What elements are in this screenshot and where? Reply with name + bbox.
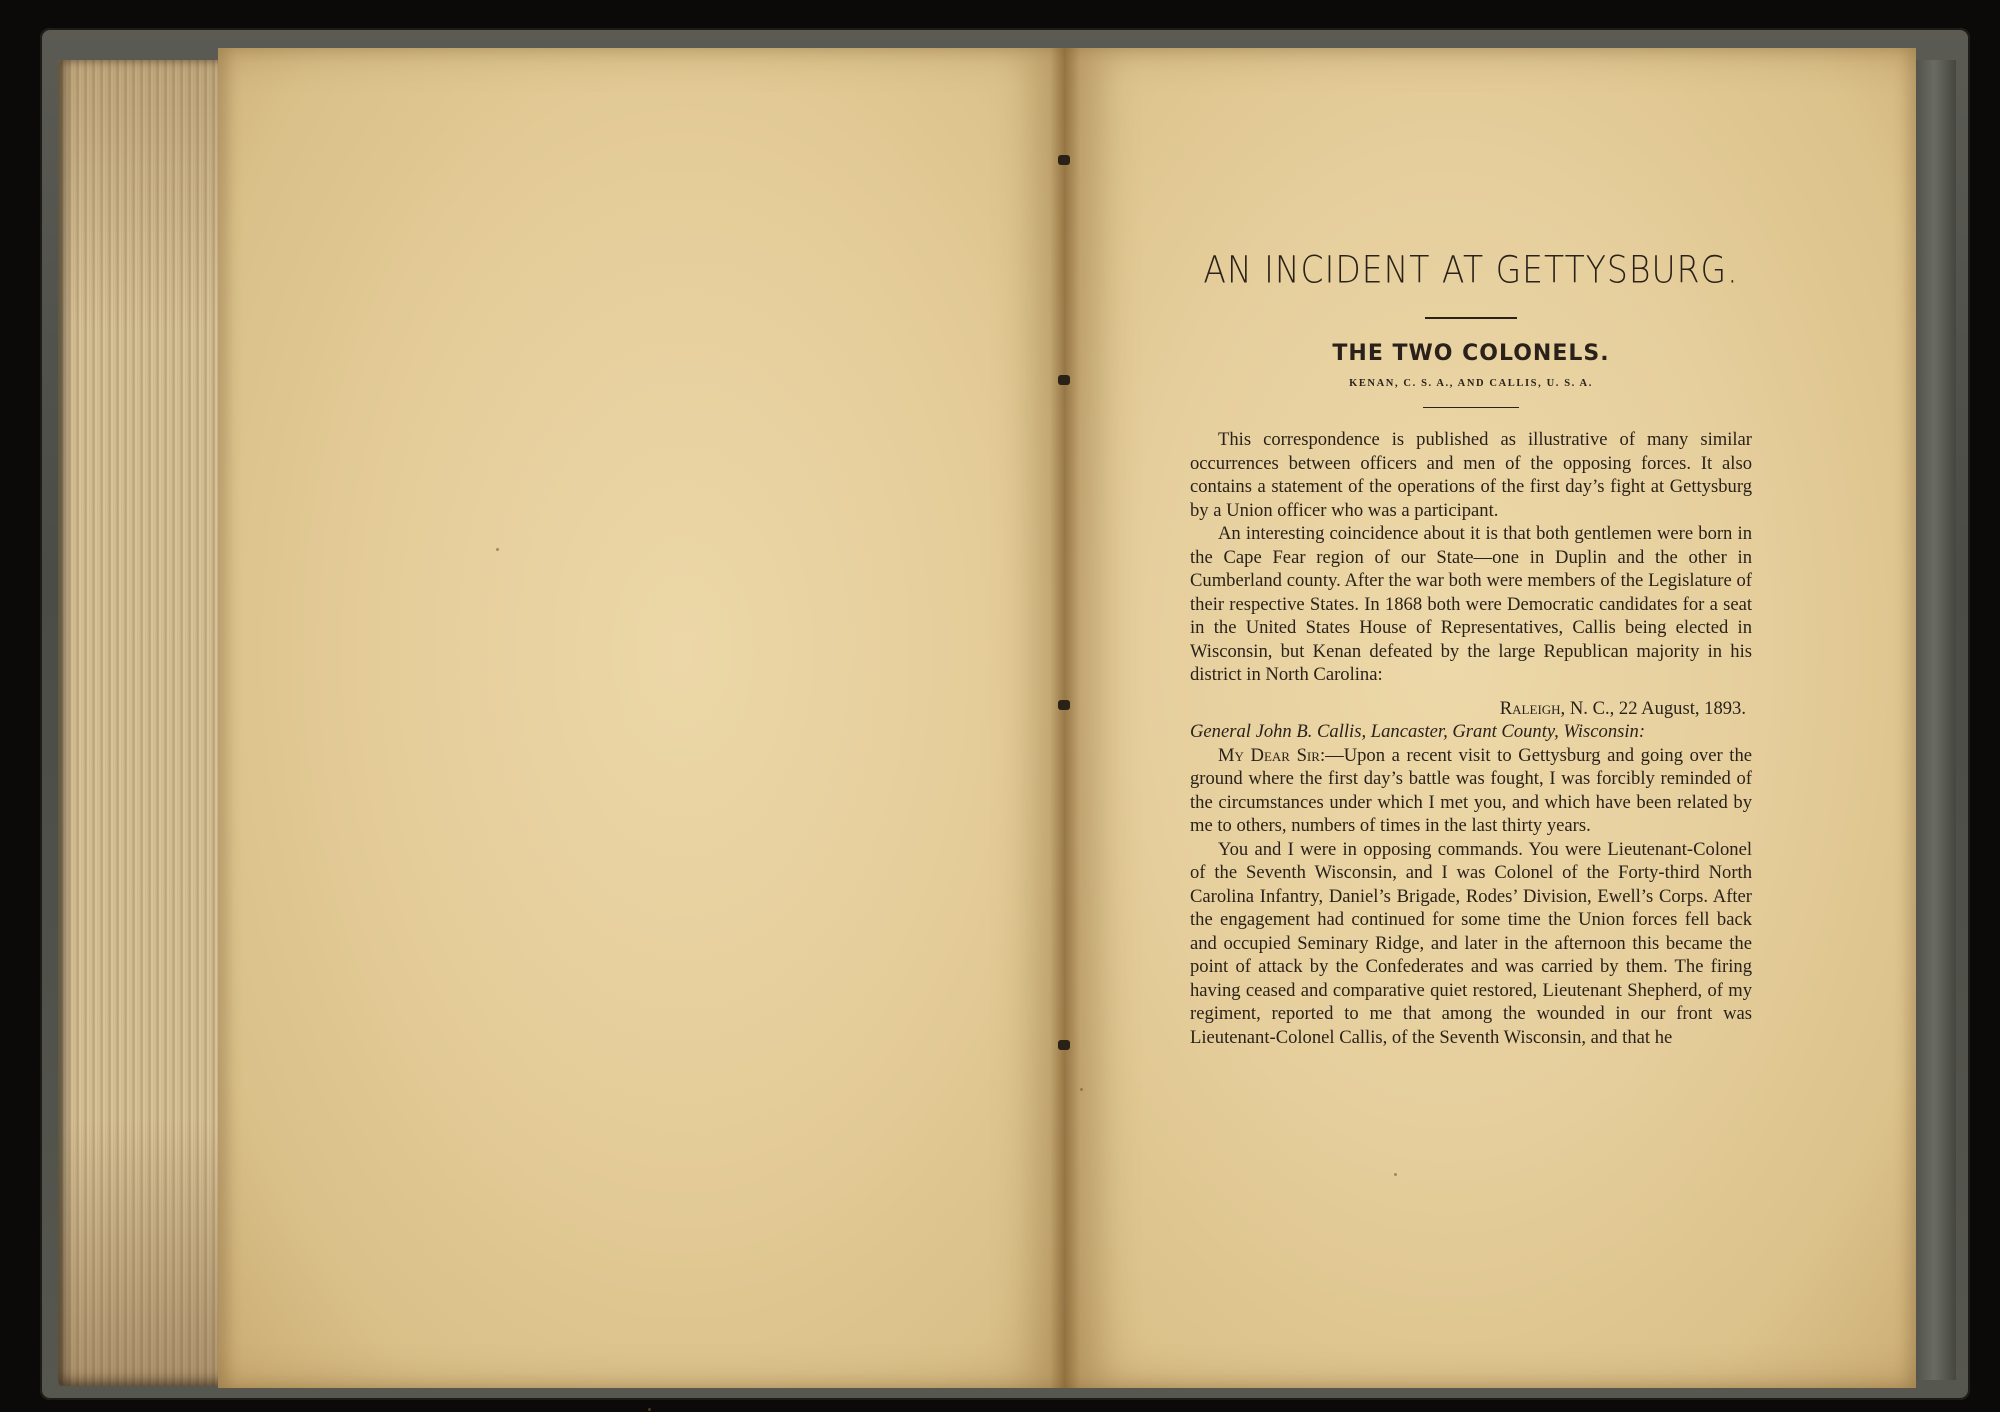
cover-edge bbox=[1912, 60, 1956, 1380]
left-page-blank bbox=[218, 48, 1064, 1388]
letter-paragraph bbox=[1190, 744, 1752, 838]
binding-thread bbox=[1058, 1040, 1070, 1050]
binding-thread bbox=[1058, 700, 1070, 710]
article-subtitle: THE TWO COLONELS. bbox=[1332, 340, 1610, 366]
letter-greeting: My Dear Sir bbox=[1218, 744, 1320, 766]
letter-addressee: General John B. Callis, Lancaster, Grant County, Wisconsin: bbox=[1190, 721, 1646, 742]
dateline-place: Raleigh, bbox=[1499, 697, 1566, 719]
article-title: AN INCIDENT AT GETTYSBURG. bbox=[1203, 247, 1739, 292]
dateline-date: N. C., 22 August, 1893. bbox=[1565, 697, 1746, 719]
letter-paragraph: You and I were in opposing commands. You were Lieutenant-Colonel of the Seventh Wisconsin, and I was Colonel of the Forty-third North Carolina Infantry, Daniel’s Brigade, Rodes’ Division, Ewell’s Corps. After the engagement had continued for some time the Union forces fell back and occupied Seminary Ridge, and later in the afternoon this became the point of attack by the Confederates and was carried by them. The firing having ceased and comparative quiet restored, Lieutenant Shepherd, of my regiment, reported to me that among the wounded in our front was Lieutenant-Colonel Callis, of the Seventh Wisconsin, and that he bbox=[1190, 838, 1752, 1048]
binding-thread bbox=[1058, 155, 1070, 165]
book-gutter bbox=[1050, 48, 1080, 1388]
intro-paragraph: This correspondence is published as illustrative of many similar occurrences between officers and men of the opposing forces. It also contains a statement of the operations of the first day’s fight at Gettysburg by a Union officer who was a participant. bbox=[1190, 429, 1752, 521]
divider bbox=[1425, 317, 1517, 319]
letter-text: :—Upon a recent visit to Gettysburg and going over the ground where the first day’s battle was fought, I was forcibly reminded of the circumstances under which I met you, and which have been related by me to others, numbers of times in the last thirty years. bbox=[1190, 744, 1752, 836]
page-edges bbox=[58, 60, 226, 1386]
divider bbox=[1423, 407, 1519, 409]
byline: KENAN, C. S. A., AND CALLIS, U. S. A. bbox=[1349, 377, 1593, 389]
intro-paragraph: An interesting coincidence about it is that both gentlemen were born in the Cape Fear region of our State—one in Duplin and the other in Cumberland county. After the war both were members of the Legislature of their respective States. In 1868 both were Democratic candidates for a seat in the United States House of Representatives, Callis being elected in Wisconsin, but Kenan defeated by the large Republican majority in his district in North Carolina: bbox=[1190, 523, 1752, 685]
article bbox=[1190, 247, 1752, 1049]
letter-dateline bbox=[1190, 697, 1746, 721]
binding-thread bbox=[1058, 375, 1070, 385]
